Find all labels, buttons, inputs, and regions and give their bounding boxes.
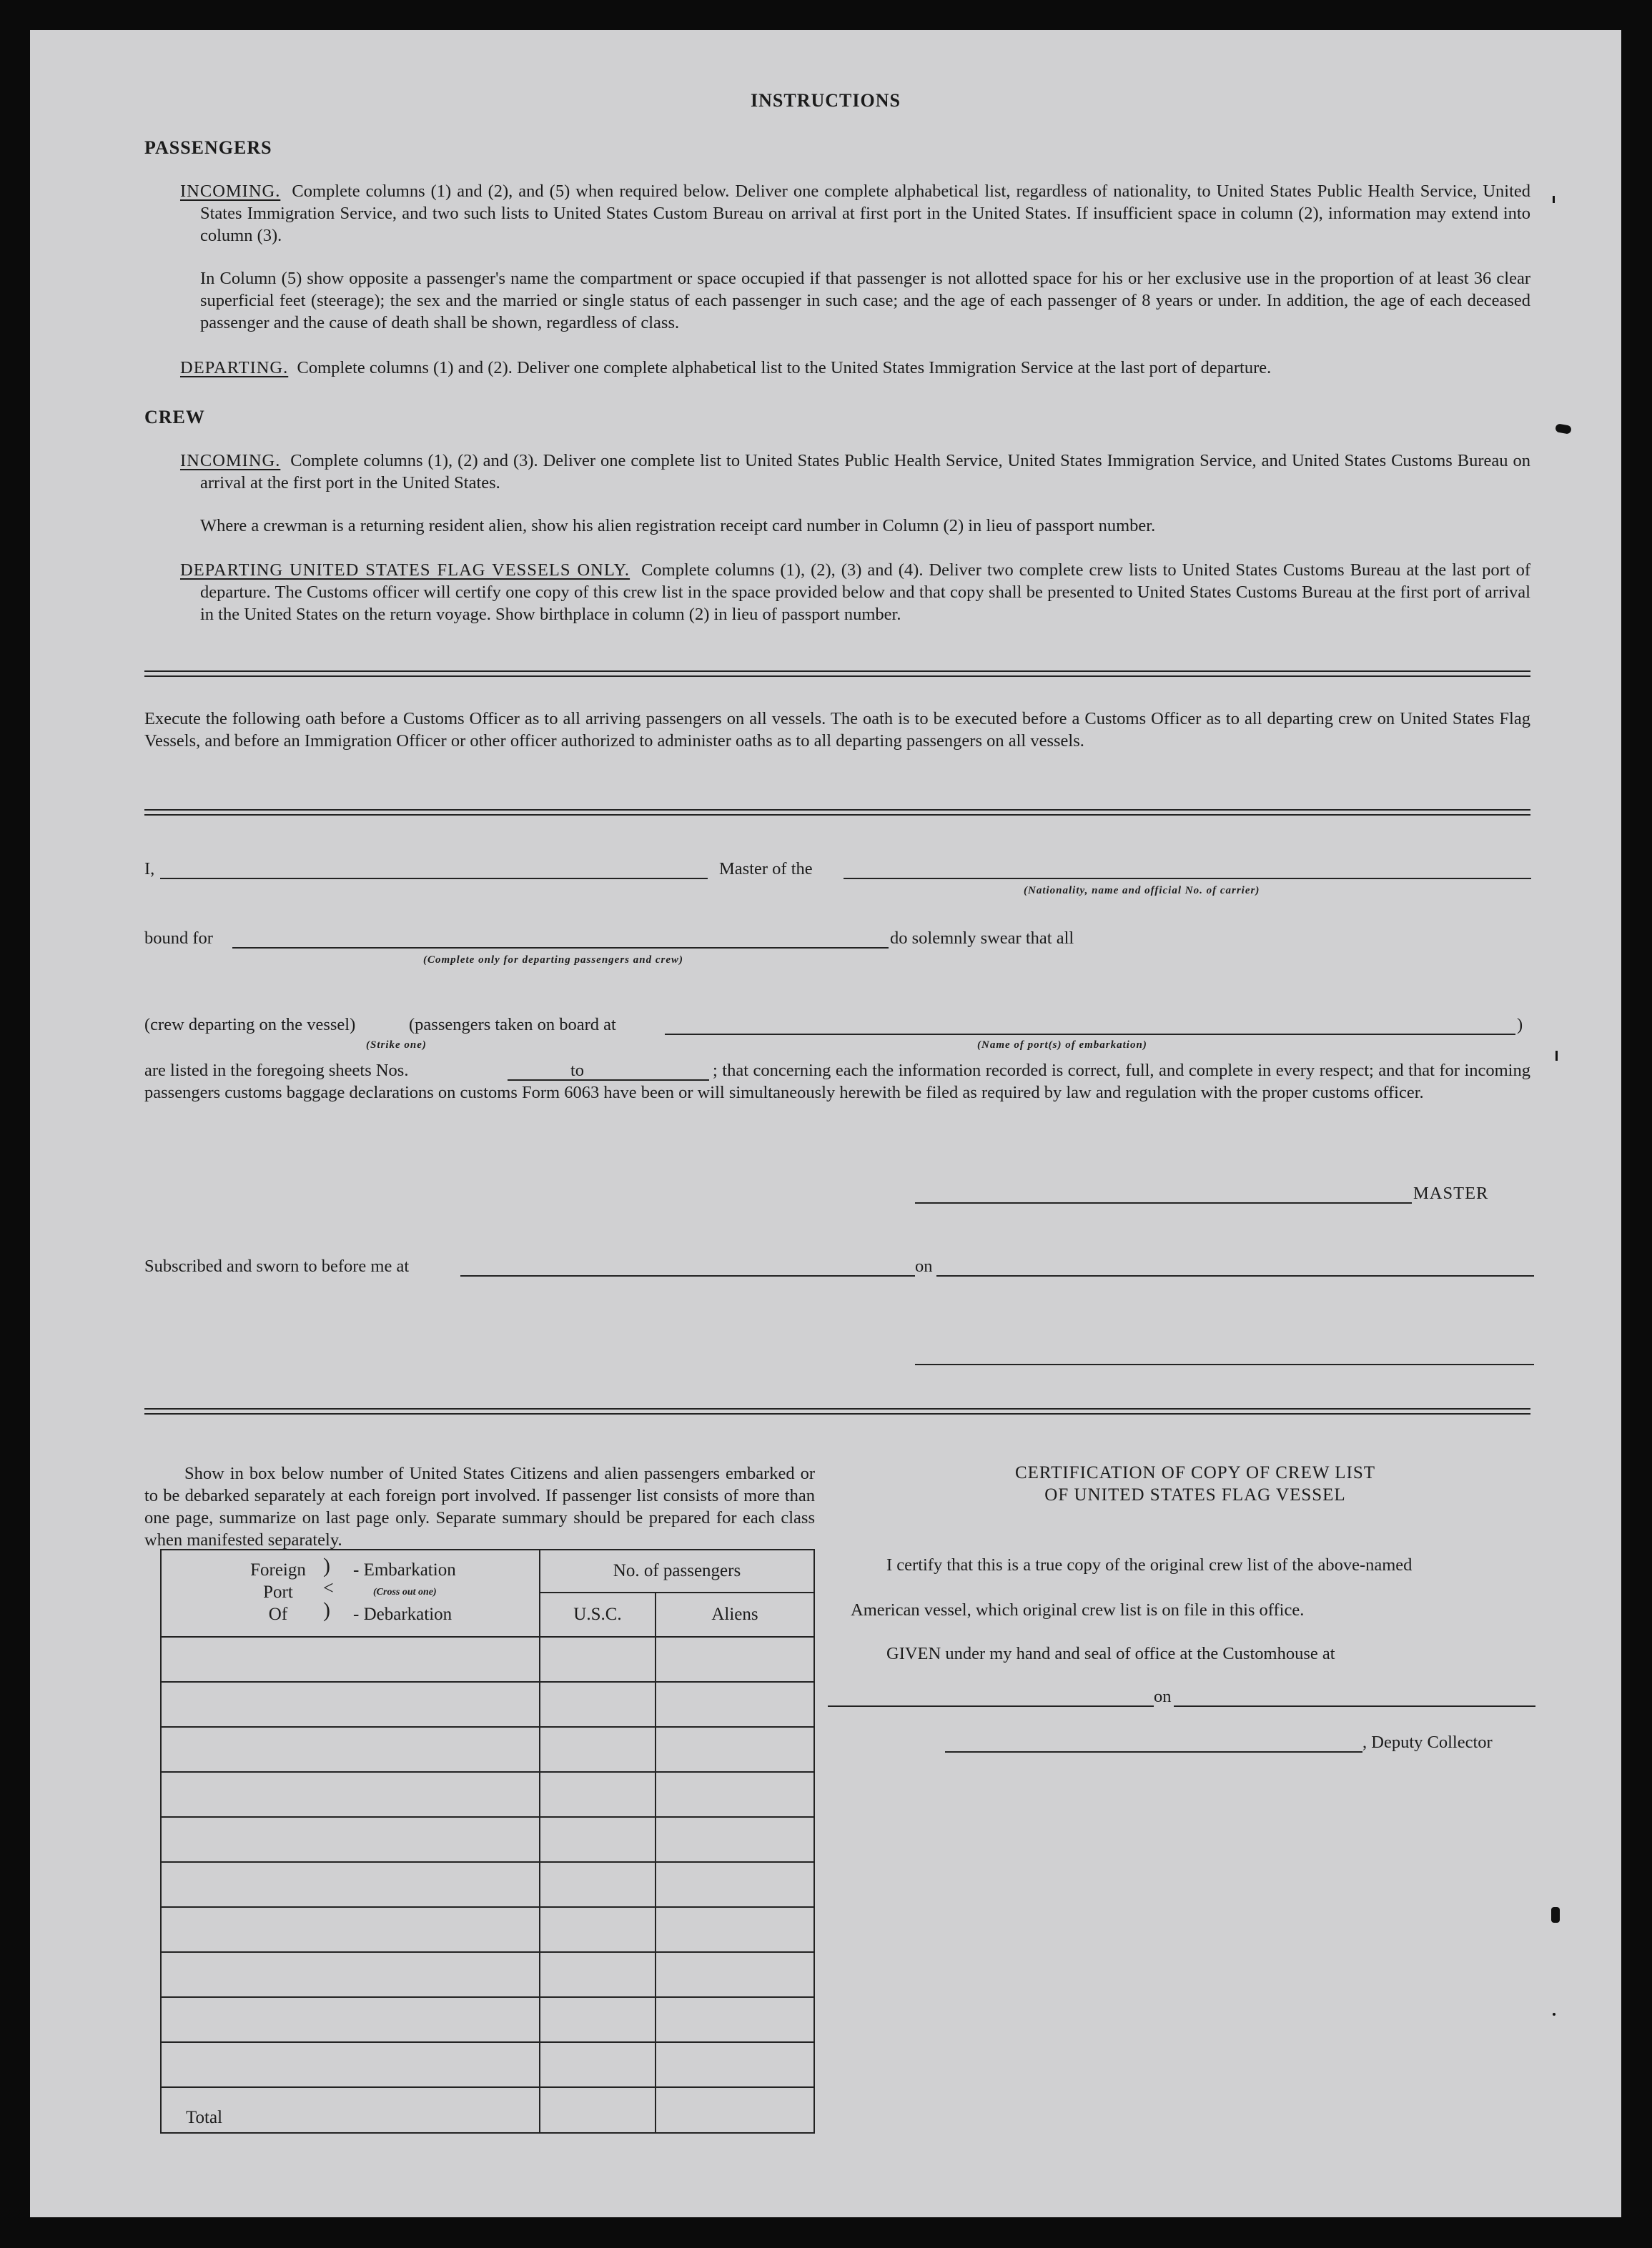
port-cell[interactable]: [161, 1862, 540, 1907]
port-label: Port: [263, 1583, 293, 1602]
port-cell[interactable]: [161, 1817, 540, 1862]
aliens-header: Aliens: [656, 1593, 814, 1637]
certification-title: [838, 1462, 1553, 1506]
complete-note: (Complete only for departing passengers and crew): [423, 954, 683, 966]
aliens-cell[interactable]: [656, 1862, 814, 1907]
page-title: INSTRUCTIONS: [751, 90, 901, 111]
port-cell[interactable]: [161, 1637, 540, 1682]
table-row: [161, 1997, 814, 2042]
passengers-departing-paragraph: [180, 357, 1530, 379]
bound-for-label: bound for: [144, 929, 213, 948]
crew-incoming-text: Complete columns (1), (2) and (3). Deliver one complete list to United States Public Health Service, United States Immigration Service, and United States Customs Bureau on arrival at the first port in the United States.: [200, 451, 1531, 492]
crew-departing-text: Complete columns (1), (2), (3) and (4). Deliver two complete crew lists to United States Customs Bureau at the last port of departure. The Customs officer will certify one copy of this crew list in the space provided below and that copy shall be presented to United States Customs Bureau at the first port of arrival in the United States on the return voyage. Show birthplace in column (2) in lieu of passport number.: [200, 560, 1530, 624]
aliens-cell[interactable]: [656, 2042, 814, 2087]
aliens-cell[interactable]: [656, 1997, 814, 2042]
sworn-place-field[interactable]: [460, 1275, 915, 1277]
certify-line1: I certify that this is a true copy of the original crew list of the above-named: [886, 1555, 1413, 1575]
crew-incoming-label: INCOMING.: [180, 451, 281, 470]
sworn-on-label: on: [915, 1257, 933, 1276]
usc-cell[interactable]: [540, 1727, 656, 1772]
cross-out-note: (Cross out one): [373, 1587, 437, 1598]
debarkation-label: - Debarkation: [353, 1605, 452, 1624]
usc-cell[interactable]: [540, 1772, 656, 1817]
port-cell[interactable]: [161, 1997, 540, 2042]
crew-resident-paragraph: Where a crewman is a returning resident alien, show his alien registration receipt card number in Column (2) in lieu of passport number.: [200, 516, 1156, 535]
total-row: [161, 2087, 814, 2133]
passengers-heading: PASSENGERS: [144, 137, 272, 158]
table-row: [161, 1952, 814, 1997]
passengers-departing-text: Complete columns (1) and (2). Deliver one complete alphabetical list to the United States Immigration Service at the last port of departure.: [297, 358, 1272, 377]
embarkation-label: - Embarkation: [353, 1560, 456, 1580]
passengers-incoming-paragraph: [180, 180, 1530, 247]
certification-title-line2: OF UNITED STATES FLAG VESSEL: [1044, 1485, 1346, 1505]
to-label: to: [570, 1061, 585, 1080]
usc-cell[interactable]: [540, 1637, 656, 1682]
scan-mark: [1555, 423, 1572, 435]
table-row: [161, 2042, 814, 2087]
usc-cell[interactable]: [540, 1862, 656, 1907]
nationality-note: (Nationality, name and official No. of carrier): [1024, 885, 1260, 896]
divider: [144, 670, 1530, 677]
carrier-field[interactable]: [844, 878, 1531, 879]
passengers-taken-option: (passengers taken on board at: [409, 1015, 616, 1034]
foreign-label: Foreign: [250, 1560, 306, 1580]
usc-cell[interactable]: [540, 1817, 656, 1862]
sworn-date-field[interactable]: [936, 1275, 1534, 1277]
divider: [144, 1408, 1530, 1415]
crew-departing-label: DEPARTING UNITED STATES FLAG VESSELS ONLY.: [180, 560, 630, 580]
table-row: [161, 1637, 814, 1682]
scan-mark: [1553, 2013, 1555, 2016]
port-cell[interactable]: [161, 2042, 540, 2087]
table-row: [161, 1772, 814, 1817]
crew-departing-option: (crew departing on the vessel): [144, 1015, 356, 1034]
certification-title-line1: CERTIFICATION OF COPY OF CREW LIST: [1014, 1463, 1376, 1482]
passenger-summary-table: [160, 1549, 815, 2134]
strike-note: (Strike one): [366, 1039, 427, 1051]
passengers-departing-label: DEPARTING.: [180, 358, 289, 377]
master-signature-field[interactable]: [915, 1202, 1412, 1204]
foreign-port-header: Foreign Port Of ) < ) - Embarkation (Cross out one) - Debarkation: [161, 1550, 540, 1637]
port-cell[interactable]: [161, 1952, 540, 1997]
usc-cell[interactable]: [540, 1682, 656, 1727]
crew-departing-paragraph: [180, 559, 1530, 625]
no-passengers-header: No. of passengers: [540, 1550, 814, 1593]
sheets-prefix: are listed in the foregoing sheets Nos.: [144, 1061, 409, 1080]
document-page: [30, 30, 1621, 2217]
given-line: GIVEN under my hand and seal of office at the Customhouse at: [886, 1644, 1335, 1663]
aliens-cell[interactable]: [656, 1952, 814, 1997]
crew-incoming-paragraph: [180, 450, 1530, 494]
summary-intro: Show in box below number of United States Citizens and alien passengers embarked or to be debarked separately at each foreign port involved. If passenger list consists of more than one page, summarize on last page only. Separate summary should be prepared for each class when manifested separately.: [144, 1464, 815, 1550]
oath-i-label: I,: [144, 859, 155, 878]
port-cell[interactable]: [161, 1772, 540, 1817]
usc-total-cell[interactable]: [540, 2087, 656, 2133]
table-row: [161, 1862, 814, 1907]
master-name-field[interactable]: [160, 878, 708, 879]
sheets-suffix: ; that concerning each the information recorded is correct, full, and complete in every respect; and that for incoming passengers customs baggage declarations on customs Form 6063 have been or will simultaneously herewith be filed as required by law and regulation with the proper customs officer.: [144, 1061, 1530, 1102]
certify-line2: American vessel, which original crew list is on file in this office.: [851, 1600, 1305, 1620]
aliens-cell[interactable]: [656, 1817, 814, 1862]
usc-cell[interactable]: [540, 1907, 656, 1952]
cert-date-field[interactable]: [1174, 1705, 1535, 1707]
total-label: Total: [161, 2087, 540, 2133]
table-row: [161, 1682, 814, 1727]
scan-mark: [1555, 1051, 1558, 1061]
port-cell[interactable]: [161, 1727, 540, 1772]
subscribed-label: Subscribed and sworn to before me at: [144, 1257, 410, 1276]
port-cell[interactable]: [161, 1682, 540, 1727]
embarkation-port-field[interactable]: [665, 1034, 1515, 1035]
usc-cell[interactable]: [540, 1952, 656, 1997]
usc-header: U.S.C.: [540, 1593, 656, 1637]
customhouse-field[interactable]: [828, 1705, 1154, 1707]
aliens-cell[interactable]: [656, 1727, 814, 1772]
crew-heading: CREW: [144, 407, 205, 427]
deputy-signature-field[interactable]: [945, 1751, 1362, 1753]
aliens-cell[interactable]: [656, 1772, 814, 1817]
of-label: Of: [268, 1605, 288, 1624]
master-of-label: Master of the: [719, 859, 813, 878]
oath-intro: Execute the following oath before a Customs Officer as to all arriving passengers on all vessels. The oath is to be executed before a Customs Officer as to all departing crew on United States Flag Vessels, and before an Immigration Officer or other officer authorized to administer oaths as to all departing passengers on all vessels.: [144, 709, 1530, 751]
master-label: MASTER: [1413, 1184, 1489, 1203]
deputy-collector-label: , Deputy Collector: [1362, 1733, 1493, 1752]
usc-cell[interactable]: [540, 2042, 656, 2087]
usc-cell[interactable]: [540, 1997, 656, 2042]
port-cell[interactable]: [161, 1907, 540, 1952]
passengers-column5-paragraph: In Column (5) show opposite a passenger's name the compartment or space occupied if that passenger is not allotted space for his or her exclusive use in the proportion of at least 36 clear superficial feet (steerage); the sex and the married or single status of each passenger in such case; and the age of each passenger of 8 years or under. In addition, the age of each deceased passenger and the cause of death shall be shown, regardless of class.: [200, 269, 1530, 332]
bound-for-field[interactable]: [232, 947, 889, 949]
aliens-cell[interactable]: [656, 1682, 814, 1727]
passengers-incoming-label: INCOMING.: [180, 182, 281, 201]
table-row: [161, 1907, 814, 1952]
scan-mark: [1553, 196, 1555, 203]
close-paren: ): [1517, 1015, 1523, 1034]
aliens-cell[interactable]: [656, 1907, 814, 1952]
port-note: (Name of port(s) of embarkation): [977, 1039, 1147, 1051]
table-row: [161, 1817, 814, 1862]
divider: [144, 809, 1530, 816]
table-row: [161, 1727, 814, 1772]
aliens-total-cell[interactable]: [656, 2087, 814, 2133]
officer-signature-field[interactable]: [915, 1364, 1534, 1365]
cert-on-label: on: [1154, 1687, 1172, 1706]
passengers-incoming-text: Complete columns (1) and (2), and (5) when required below. Deliver one complete alphabetical list, regardless of nationality, to United States Public Health Service, United States Immigration Service, and two such lists to United States Custom Bureau on arrival at first port in the United States. If insufficient space in column (2), information may extend into column (3).: [200, 182, 1530, 245]
aliens-cell[interactable]: [656, 1637, 814, 1682]
solemnly-text: do solemnly swear that all: [890, 929, 1074, 948]
scan-mark: [1551, 1907, 1560, 1923]
